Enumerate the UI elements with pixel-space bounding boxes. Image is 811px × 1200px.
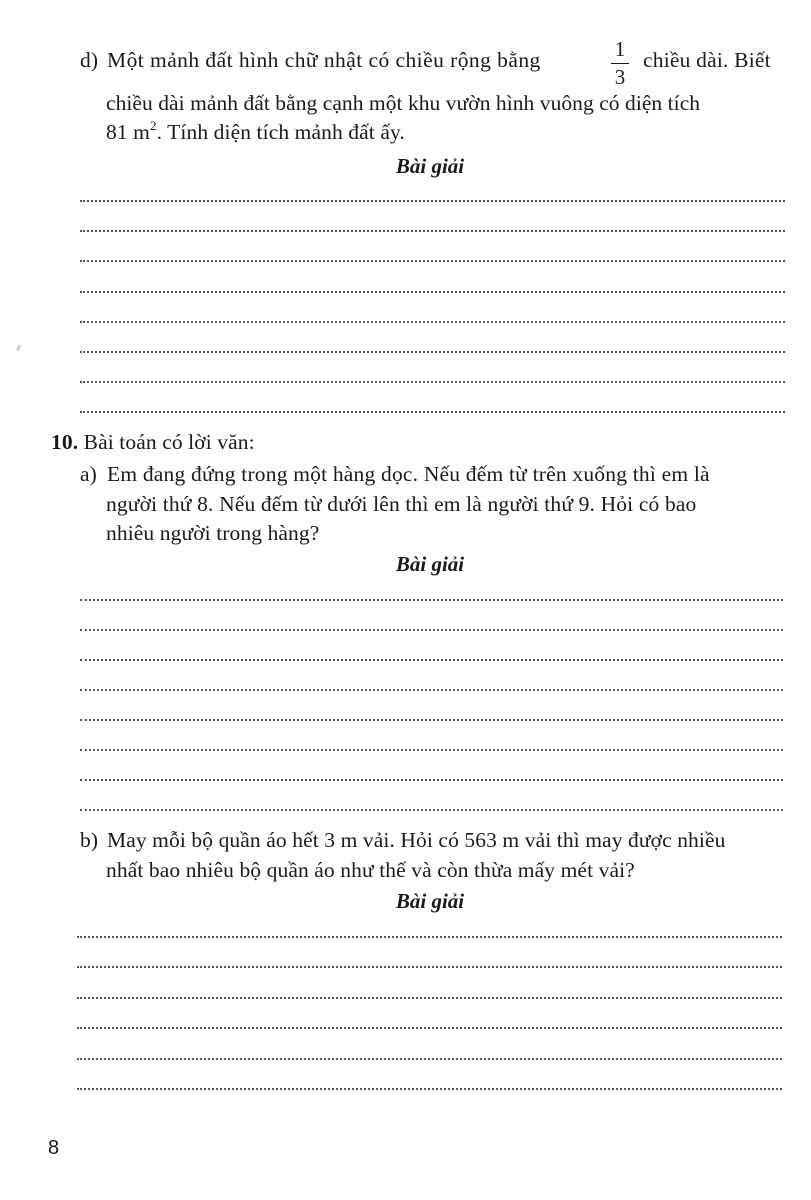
solution-heading: Bài giải	[395, 552, 465, 576]
fraction-numerator: 1	[614, 37, 626, 61]
answer-line[interactable]	[80, 260, 785, 262]
answer-line[interactable]	[77, 997, 782, 999]
problem-9d-line3-rest: . Tính diện tích mảnh đất ấy.	[156, 120, 405, 144]
answer-line[interactable]	[80, 689, 783, 691]
problem-10a-line2: người thứ 8. Nếu đếm từ dưới lên thì em là người thứ 9. Hỏi có bao	[106, 492, 697, 516]
fraction-one-third	[611, 39, 629, 88]
problem-9d-label: d)	[80, 48, 99, 72]
fraction-bar	[611, 63, 629, 64]
problem-10-heading	[51, 432, 255, 454]
solution-heading: Bài giải	[395, 154, 465, 178]
answer-line[interactable]	[80, 351, 785, 353]
solution-heading: Bài giải	[395, 889, 465, 913]
problem-9d-line3	[106, 118, 405, 144]
answer-line[interactable]	[77, 936, 782, 938]
answer-line[interactable]	[80, 321, 785, 323]
answer-line[interactable]	[80, 659, 783, 661]
problem-10b-line2: nhất bao nhiêu bộ quần áo như thế và còn thừa mấy mét vải?	[106, 858, 635, 882]
paper-speck	[16, 345, 21, 352]
answer-line[interactable]	[80, 230, 785, 232]
answer-line[interactable]	[80, 809, 783, 811]
problem-9d-line1-start: Một mảnh đất hình chữ nhật có chiều rộng bằng	[107, 48, 541, 72]
area-exponent: 2	[150, 118, 157, 133]
answer-line[interactable]	[80, 599, 783, 601]
answer-line[interactable]	[77, 1088, 782, 1090]
answer-line[interactable]	[77, 1027, 782, 1029]
answer-line[interactable]	[80, 749, 783, 751]
fraction-denominator: 3	[614, 65, 626, 89]
answer-line[interactable]	[80, 411, 785, 413]
answer-line[interactable]	[80, 200, 785, 202]
problem-10-number: 10.	[51, 430, 79, 454]
problem-10b-label: b)	[80, 828, 99, 852]
problem-9d-line2: chiều dài mảnh đất bằng cạnh một khu vườn hình vuông có diện tích	[106, 91, 701, 115]
area-value: 81 m	[106, 120, 150, 144]
problem-10a-label: a)	[80, 462, 97, 486]
problem-10-title: Bài toán có lời văn:	[83, 430, 255, 454]
answer-line[interactable]	[77, 966, 782, 968]
answer-line[interactable]	[77, 1058, 782, 1060]
problem-9d-line1-end: chiều dài. Biết	[643, 48, 771, 72]
answer-line[interactable]	[80, 719, 783, 721]
answer-line[interactable]	[80, 629, 783, 631]
answer-line[interactable]	[80, 779, 783, 781]
problem-10a-line1: Em đang đứng trong một hàng dọc. Nếu đếm từ trên xuống thì em là	[107, 462, 710, 486]
answer-line[interactable]	[80, 291, 785, 293]
page-number: 8	[48, 1137, 60, 1159]
problem-10a-line3: nhiêu người trong hàng?	[106, 521, 320, 545]
problem-10b-line1: May mỗi bộ quần áo hết 3 m vải. Hỏi có 563 m vải thì may được nhiều	[107, 828, 726, 852]
answer-line[interactable]	[80, 381, 785, 383]
